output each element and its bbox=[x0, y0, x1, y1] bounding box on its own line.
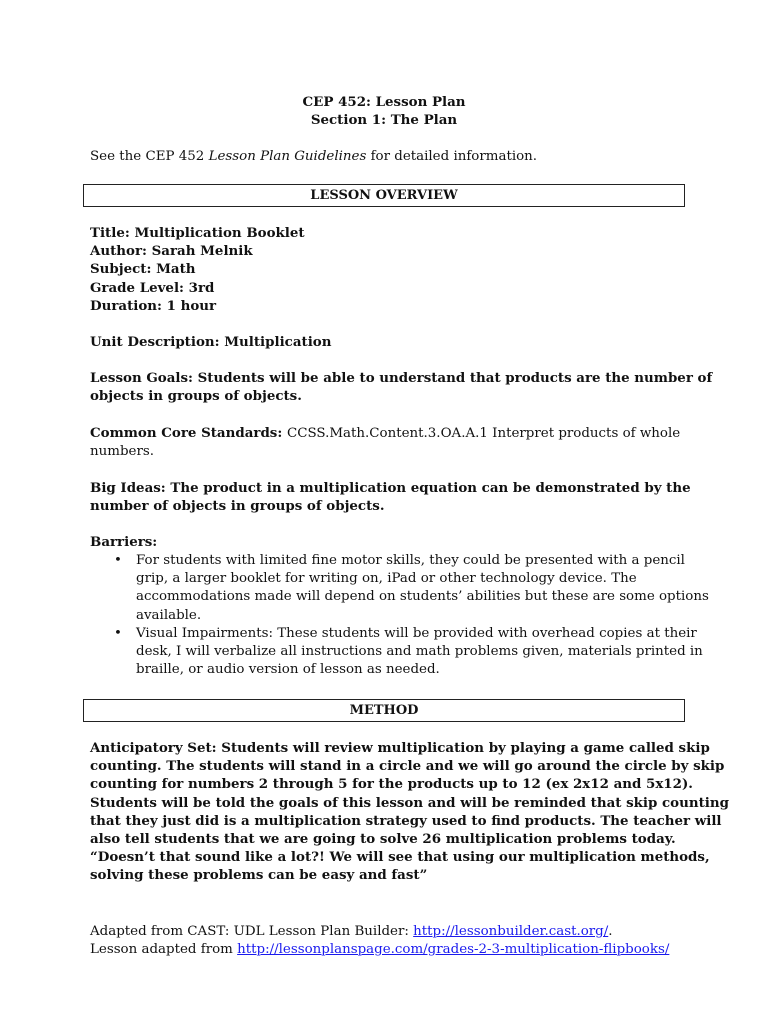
footer-lesson-prefix: Lesson adapted from bbox=[90, 942, 238, 958]
anticipatory-line: also tell students that we are going to solve 26 multiplication problems today. bbox=[90, 831, 676, 848]
barrier-line: desk, I will verbalize all instructions and math problems given, materials printed in bbox=[136, 644, 703, 660]
unit-description: Unit Description: Multiplication bbox=[90, 334, 332, 350]
big-ideas bbox=[90, 479, 691, 515]
barrier-item bbox=[114, 552, 709, 625]
section-header-overview: LESSON OVERVIEW bbox=[83, 184, 685, 207]
big-ideas-line-1: Big Ideas: The product in a multiplication equation can be demonstrated by the bbox=[90, 480, 691, 496]
intro-guidelines-italic: Lesson Plan Guidelines bbox=[208, 149, 367, 164]
goals-line-2: objects in groups of objects. bbox=[90, 388, 302, 405]
lesson-meta bbox=[90, 224, 680, 315]
barrier-line: grip, a larger booklet for writing on, iPad or other technology device. The bbox=[136, 571, 637, 587]
footer-line-2 bbox=[90, 941, 680, 959]
big-ideas-line-2: number of objects in groups of objects. bbox=[90, 498, 385, 515]
standards-line-2: numbers. bbox=[90, 444, 154, 460]
meta-title: Title: Multiplication Booklet bbox=[90, 225, 305, 241]
anticipatory-line: solving these problems can be easy and fast” bbox=[90, 867, 428, 884]
barrier-line: Visual Impairments: These students will be provided with overhead copies at their bbox=[136, 625, 697, 641]
barrier-item bbox=[114, 625, 703, 680]
common-core-standards bbox=[90, 424, 680, 461]
footer-cast-prefix: Adapted from CAST: UDL Lesson Plan Builder: bbox=[90, 924, 414, 939]
title-line-2: Section 1: The Plan bbox=[310, 112, 458, 128]
bullet-icon: • bbox=[114, 553, 122, 568]
anticipatory-line: “Doesn’t that sound like a lot?! We will see that using our multiplication methods, bbox=[90, 849, 710, 866]
barrier-line: available. bbox=[136, 607, 202, 623]
meta-grade: Grade Level: 3rd bbox=[90, 279, 215, 296]
standards-label: Common Core Standards: bbox=[90, 425, 287, 441]
barriers-list bbox=[114, 552, 709, 679]
section-header-method: METHOD bbox=[83, 699, 685, 722]
meta-subject: Subject: Math bbox=[90, 261, 196, 278]
anticipatory-line: that they just did is a multiplication strategy used to find products. The teacher will bbox=[90, 812, 722, 829]
footer-attribution bbox=[90, 923, 680, 959]
barrier-line: For students with limited fine motor skills, they could be presented with a pencil bbox=[136, 553, 685, 568]
intro-paragraph bbox=[90, 148, 690, 166]
anticipatory-line: Anticipatory Set: Students will review multiplication by playing a game called skip bbox=[90, 740, 710, 756]
footer-line-1 bbox=[90, 923, 680, 941]
meta-duration: Duration: 1 hour bbox=[90, 297, 217, 314]
title-line-1: CEP 452: Lesson Plan bbox=[302, 94, 466, 110]
cast-link[interactable]: http://lessonbuilder.cast.org/ bbox=[413, 924, 609, 939]
standards-text: CCSS.Math.Content.3.OA.A.1 Interpret products of whole bbox=[286, 426, 681, 441]
lessonplanspage-link[interactable]: http://lessonplanspage.com/grades-2-3-multiplication-flipbooks/ bbox=[237, 942, 670, 958]
document-title bbox=[0, 93, 768, 129]
footer-cast-suffix: . bbox=[608, 924, 613, 939]
anticipatory-line: counting for numbers 2 through 5 for the products up to 12 (ex 2x12 and 5x12). bbox=[90, 776, 693, 793]
anticipatory-line: counting. The students will stand in a circle and we will go around the circle by skip bbox=[90, 758, 725, 775]
intro-suffix: for detailed information. bbox=[366, 149, 538, 164]
bullet-icon: • bbox=[114, 625, 122, 641]
standards-line-1 bbox=[90, 424, 680, 443]
barrier-line: accommodations made will depend on students’ abilities but these are some options bbox=[136, 589, 709, 605]
barriers-heading: Barriers: bbox=[90, 534, 158, 550]
intro-prefix: See the CEP 452 bbox=[90, 149, 209, 164]
goals-line-1: Lesson Goals: Students will be able to understand that products are the number of bbox=[90, 370, 713, 386]
anticipatory-set bbox=[90, 739, 729, 885]
meta-author: Author: Sarah Melnik bbox=[90, 243, 253, 260]
barrier-line: braille, or audio version of lesson as needed. bbox=[136, 662, 440, 678]
lesson-goals bbox=[90, 369, 713, 405]
anticipatory-line: Students will be told the goals of this lesson and will be reminded that skip counting bbox=[90, 794, 729, 811]
